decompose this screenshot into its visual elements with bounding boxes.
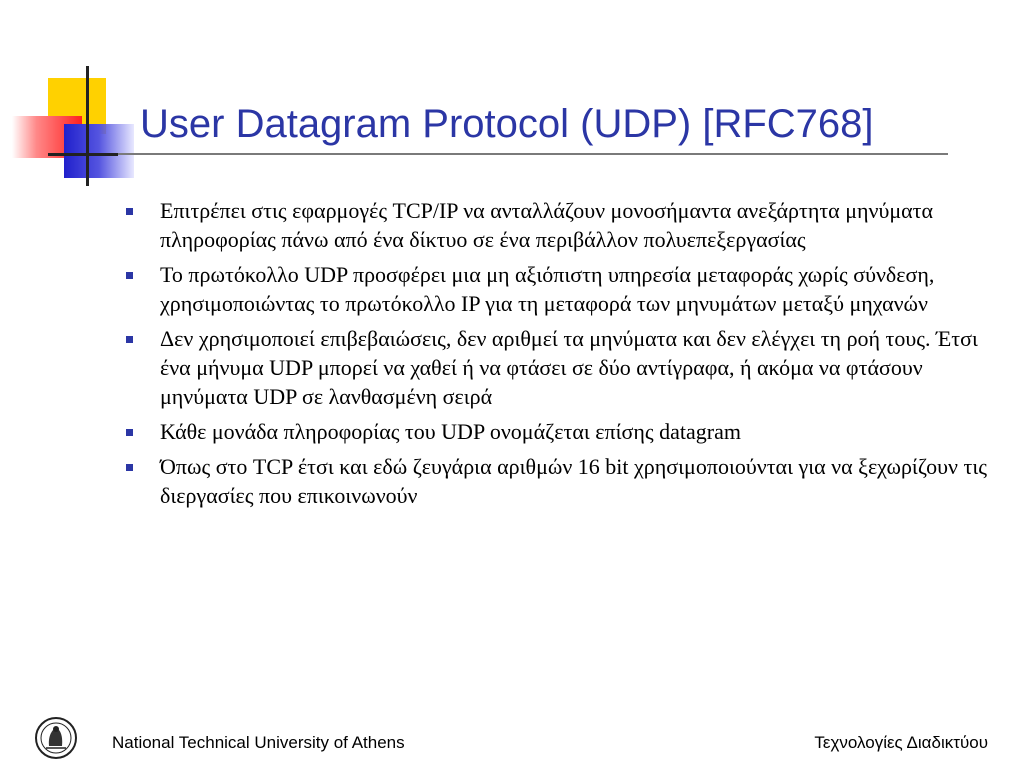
bullet-item — [122, 324, 992, 411]
bullet-item — [122, 196, 992, 254]
bullet-text: Όπως στο TCP έτσι και εδώ ζευγάρια αριθμών 16 bit χρησιμοποιούνται για να ξεχωρίζουν τις διεργασίες που επικοινωνούν — [160, 454, 987, 508]
square-bullet-icon — [126, 208, 133, 215]
footer-course-title: Τεχνολογίες Διαδικτύου — [814, 733, 988, 752]
square-bullet-icon — [126, 272, 133, 279]
decor-blue-square — [64, 124, 134, 178]
bullet-text: Το πρωτόκολλο UDP προσφέρει μια μη αξιόπιστη υπηρεσία μεταφοράς χωρίς σύνδεση, χρησιμοποιώντας το πρωτόκολλο IP για τη μεταφορά των μηνυμάτων μεταξύ μηχανών — [160, 262, 935, 316]
square-bullet-icon — [126, 464, 133, 471]
bullet-text: Κάθε μονάδα πληροφορίας του UDP ονομάζεται επίσης datagram — [160, 419, 741, 444]
university-seal-icon — [34, 716, 78, 760]
title-underline — [48, 153, 948, 155]
decor-vertical-line — [86, 66, 89, 186]
bullet-item — [122, 417, 992, 446]
bullet-text: Επιτρέπει στις εφαρμογές TCP/IP να ανταλλάζουν μονοσήμαντα ανεξάρτητα μηνύματα πληροφορίας πάνω από ένα δίκτυο σε ένα περιβάλλον πολυεπεξεργασίας — [160, 198, 934, 252]
bullet-text: Δεν χρησιμοποιεί επιβεβαιώσεις, δεν αριθμεί τα μηνύματα και δεν ελέγχει τη ροή τους. Έτσι ένα μήνυμα UDP μπορεί να χαθεί ή να φτάσει σε δύο αντίγραφα, ή ακόμα να φτάσουν μηνύματα UDP σε λανθασμένη σειρά — [160, 326, 978, 409]
square-bullet-icon — [126, 336, 133, 343]
bullet-list — [122, 196, 992, 516]
bullet-item — [122, 452, 992, 510]
bullet-item — [122, 260, 992, 318]
decor-horizontal-line — [48, 153, 118, 156]
slide-title: User Datagram Protocol (UDP) [RFC768] — [140, 102, 874, 146]
footer-institution: National Technical University of Athens — [112, 733, 405, 752]
square-bullet-icon — [126, 429, 133, 436]
